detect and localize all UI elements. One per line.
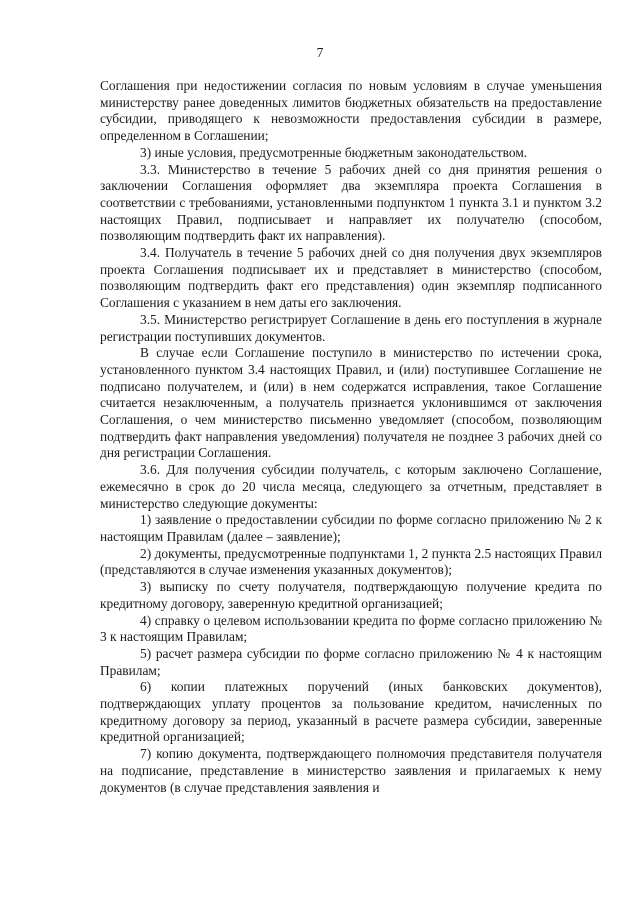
list-item: 1) заявление о предоставлении субсидии по форме согласно приложению № 2 к настоящим Правилам (далее – заявление);	[100, 512, 602, 544]
paragraph: 3.5. Министерство регистрирует Соглашение в день его поступления в журнале регистрации поступивших документов.	[100, 311, 602, 344]
list-item: 2) документы, предусмотренные подпунктами 1, 2 пункта 2.5 настоящих Правил (представляются в случае изменения указанных документов);	[100, 545, 602, 578]
page-number: 7	[316, 45, 324, 60]
paragraph: 3.3. Министерство в течение 5 рабочих дней со дня принятия решения о заключении Соглашения оформляет два экземпляра проекта Соглашения в соответствии с требованиями, установленными подпунктом 1 пункта 3.1 и пунктом 3.2 настоящих Правил, подписывает и направляет их получателю (способом, позволяющим подтвердить факт их направления).	[100, 161, 602, 244]
document-body	[100, 78, 602, 796]
list-item: 3) выписку по счету получателя, подтверждающую получение кредита по кредитному договору, заверенную кредитной организацией;	[100, 579, 602, 611]
paragraph: В случае если Соглашение поступило в министерство по истечении срока, установленного пунктом 3.4 настоящих Правил, и (или) поступившее Соглашение не подписано получателем, и (или) в нем содержатся исправления, такое Соглашение считается незаключенным, а получатель признается уклонившимся от заключения Соглашения, о чем министерство письменно уведомляет (способом, позволяющим подтвердить факт направления уведомления) получателя не позднее 3 рабочих дней со дня регистрации Соглашения.	[100, 345, 602, 461]
paragraph: 3) иные условия, предусмотренные бюджетным законодательством.	[140, 144, 528, 160]
list-item: 4) справку о целевом использовании кредита по форме согласно приложению № 3 к настоящим Правилам;	[100, 612, 602, 645]
list-item: 6) копии платежных поручений (иных банковских документов), подтверждающих уплату процентов за пользование кредитом, начисленных по кредитному договору за период, указанный в расчете размера субсидии, заверенные кредитной организацией;	[100, 679, 602, 745]
list-item: 5) расчет размера субсидии по форме согласно приложению № 4 к настоящим Правилам;	[100, 645, 602, 678]
paragraph: 3.4. Получатель в течение 5 рабочих дней со дня получения двух экземпляров проекта Соглашения подписывает их и представляет в министерство (способом, позволяющим подтвердить факт его представления) один экземпляр подписанного Соглашения с указанием в нем даты его заключения.	[100, 245, 602, 311]
list-item: 7) копию документа, подтверждающего полномочия представителя получателя на подписание, представление в министерство заявления и прилагаемых к нему документов (в случае представления заявления и	[100, 746, 602, 795]
paragraph: Соглашения при недостижении согласия по новым условиям в случае уменьшения министерству ранее доведенных лимитов бюджетных обязательств на предоставление субсидии, приводящего к невозможности предоставления субсидии в размере, определенном в Соглашении;	[100, 78, 602, 144]
paragraph: 3.6. Для получения субсидии получатель, с которым заключено Соглашение, ежемесячно в срок до 20 числа месяца, следующего за отчетным, представляет в министерство следующие документы:	[100, 462, 602, 511]
